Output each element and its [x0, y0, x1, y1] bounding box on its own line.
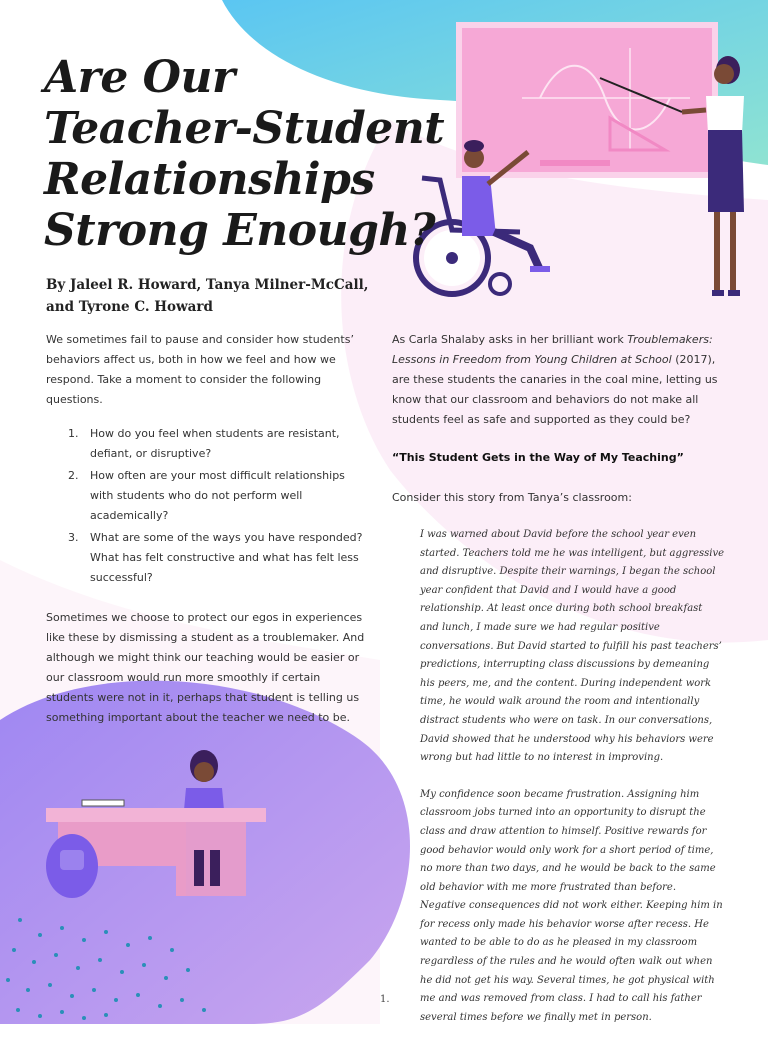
- quote-paragraph: I was warned about David before the school year even started. Teachers told me he was intelligent, but aggressive and disruptive. Despite their warnings, I began the school year confident that David and I would have a good relationship. At least once during both school breakfast and lunch, I made sure we had regular positive conversations. But David started to fulfill his past teachers’ predictions, interrupting class discussions by demeaning his peers, me, and the content. During independent work time, he would walk around the room and intentionally distract students who were on task. In our conversations, David showed that he understood why his behaviors were wrong but had little to no interest in improving.: [420, 529, 725, 764]
- quote-paragraph: My confidence soon became frustration. Assigning him classroom jobs turned into an opportunity to disrupt the class and draw attention to himself. Positive rewards for good behavior would only work for a short period of time, no more than two days, and he would be back to the same old behavior with me more frustrated than before. Negative consequences did not work either. Keeping him in for recess only made his behavior worse after recess. He wanted to be able to do as he pleased in my classroom regardless of the rules and he would often walk out when he did not get his way. Several times, he got physical with me and was removed from class. I had to call his father several times before we finally met in person.: [420, 788, 723, 1023]
- block-quote: [420, 526, 724, 1027]
- list-item: [46, 528, 370, 588]
- byline-line: and Tyrone C. Howard: [46, 299, 213, 315]
- text-run: (2017), are these students the canaries in the coal mine, letting us know that our classroom and behaviors do not make all students feel as safe and supported as they could be?: [392, 353, 718, 426]
- page-number: 1.: [380, 994, 390, 1005]
- list-number: 1.: [68, 427, 79, 440]
- title-line: Teacher-Student: [44, 103, 445, 154]
- body-paragraph: Sometimes we choose to protect our egos in experiences like these by dismissing a student as a troublemaker. And although we might think our teaching would be easier or our classroom would run more smoothly if certain students were not in it, perhaps that student is telling us something important about the teacher we need to be.: [46, 611, 365, 724]
- list-number: 3.: [68, 531, 79, 544]
- list-number: 2.: [68, 469, 79, 482]
- cited-book-title: Troublemakers: Lessons in Freedom from Young Children at School: [392, 333, 713, 366]
- title-line: Strong Enough?: [44, 205, 436, 256]
- title-line: Relationships: [44, 154, 375, 205]
- body-paragraph: [392, 330, 728, 430]
- section-subheading: “This Student Gets in the Way of My Teaching”: [392, 451, 684, 464]
- intro-paragraph: We sometimes fail to pause and consider how students’ behaviors affect us, both in how we feel and how we respond. Take a moment to consider the following questions.: [46, 333, 354, 406]
- list-text: How often are your most difficult relationships with students who do not perform well academically?: [90, 469, 345, 522]
- list-text: What are some of the ways you have responded? What has felt constructive and what has felt less successful?: [90, 531, 363, 584]
- article-title: [44, 52, 444, 256]
- body-paragraph: Consider this story from Tanya’s classroom:: [392, 491, 632, 504]
- text-run: As Carla Shalaby asks in her brilliant work: [392, 333, 628, 346]
- list-item: [46, 424, 370, 464]
- list-item: [46, 466, 370, 526]
- byline-line: By Jaleel R. Howard, Tanya Milner-McCall,: [46, 277, 369, 293]
- question-list: [46, 424, 370, 588]
- right-column: [392, 330, 728, 1045]
- chalkboard-illustration: [456, 22, 718, 178]
- title-line: Are Our: [44, 52, 235, 103]
- author-byline: [46, 274, 386, 318]
- list-text: How do you feel when students are resistant, defiant, or disruptive?: [90, 427, 340, 460]
- left-column: [46, 330, 370, 728]
